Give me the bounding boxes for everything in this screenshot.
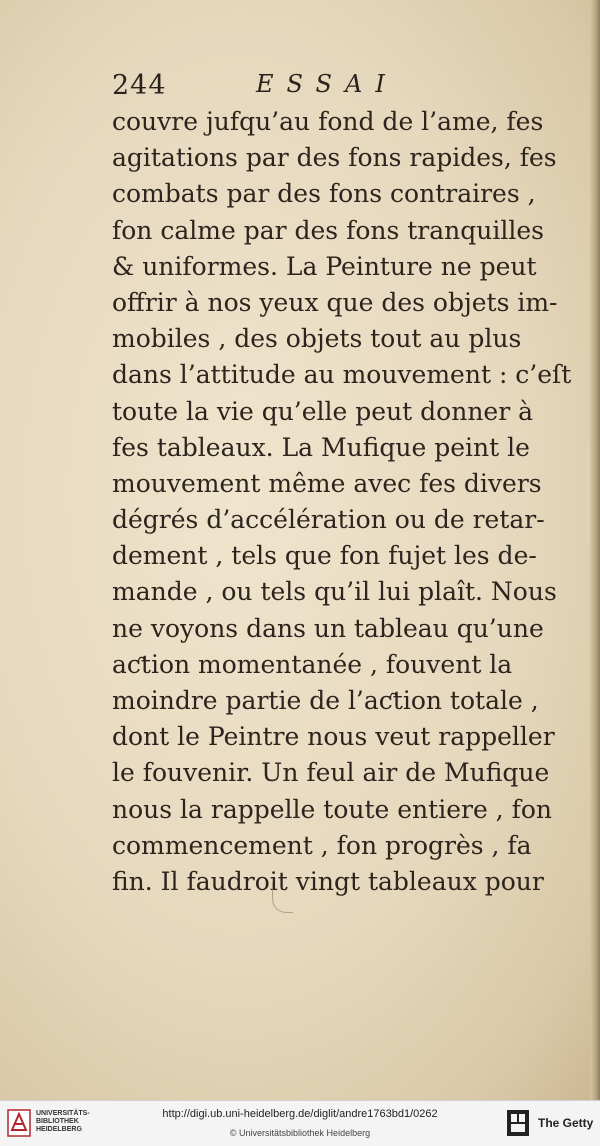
copyright-notice: © Universitätsbibliothek Heidelberg [229,1128,371,1138]
text-line: dégrés d’accélération ou de retar- [112,505,545,535]
text-line: mande , ou tels qu’il lui plaît. Nous [112,577,557,607]
permalink-url[interactable]: http://digi.ub.uni-heidelberg.de/diglit/andre1763bd1/0262 [162,1108,438,1120]
viewer-footer [0,1100,600,1146]
text-line: & uniformes. La Peinture ne peut [112,251,537,281]
page-header [112,70,532,106]
getty-logo-icon[interactable] [506,1109,530,1137]
page-number: 244 [112,70,167,101]
text-line: nous la rappelle toute entiere , fon [112,794,552,824]
text-line: agitations par des fons rapides, fes [112,143,557,173]
text-line: mouvement même avec fes divers [112,468,542,498]
body-text [112,104,572,900]
text-line: combats par des fons contraires , [112,179,536,209]
text-line: commencement , fon progrès , fa [112,830,532,860]
library-name: UNIVERSITÄTS- BIBLIOTHEK HEIDELBERG [36,1110,90,1133]
partner-name[interactable]: The Getty [538,1116,594,1130]
text-line: fon calme par des fons tranquilles [112,215,544,245]
text-line: mobiles , des objets tout au plus [112,324,522,354]
ink-mark [272,882,293,913]
text-line: dement , tels que fon fujet les de- [112,541,537,571]
text-line: dont le Peintre nous veut rappeller [112,722,555,752]
page-edge [590,0,600,1100]
text-line: ne voyons dans un tableau qu’une [112,613,544,643]
text-line: dans l’attitude au mouvement : c’eſt [112,360,572,390]
text-line: le fouvenir. Un feul air de Mufique [112,758,550,788]
text-line: fes tableaux. La Mufique peint le [112,432,530,462]
running-title: ESSAI [256,70,398,98]
text-line: moindre partie de l’aƈtion totale , [112,686,539,715]
text-line: toute la vie qu’elle peut donner à [112,396,534,426]
text-line: fin. Il faudroit vingt tableaux pour [112,866,544,896]
text-line: offrir à nos yeux que des objets im- [112,287,558,317]
text-line: couvre jufqu’au fond de l’ame, fes [112,107,544,136]
text-line: aƈtion momentanée , fouvent la [112,649,513,679]
